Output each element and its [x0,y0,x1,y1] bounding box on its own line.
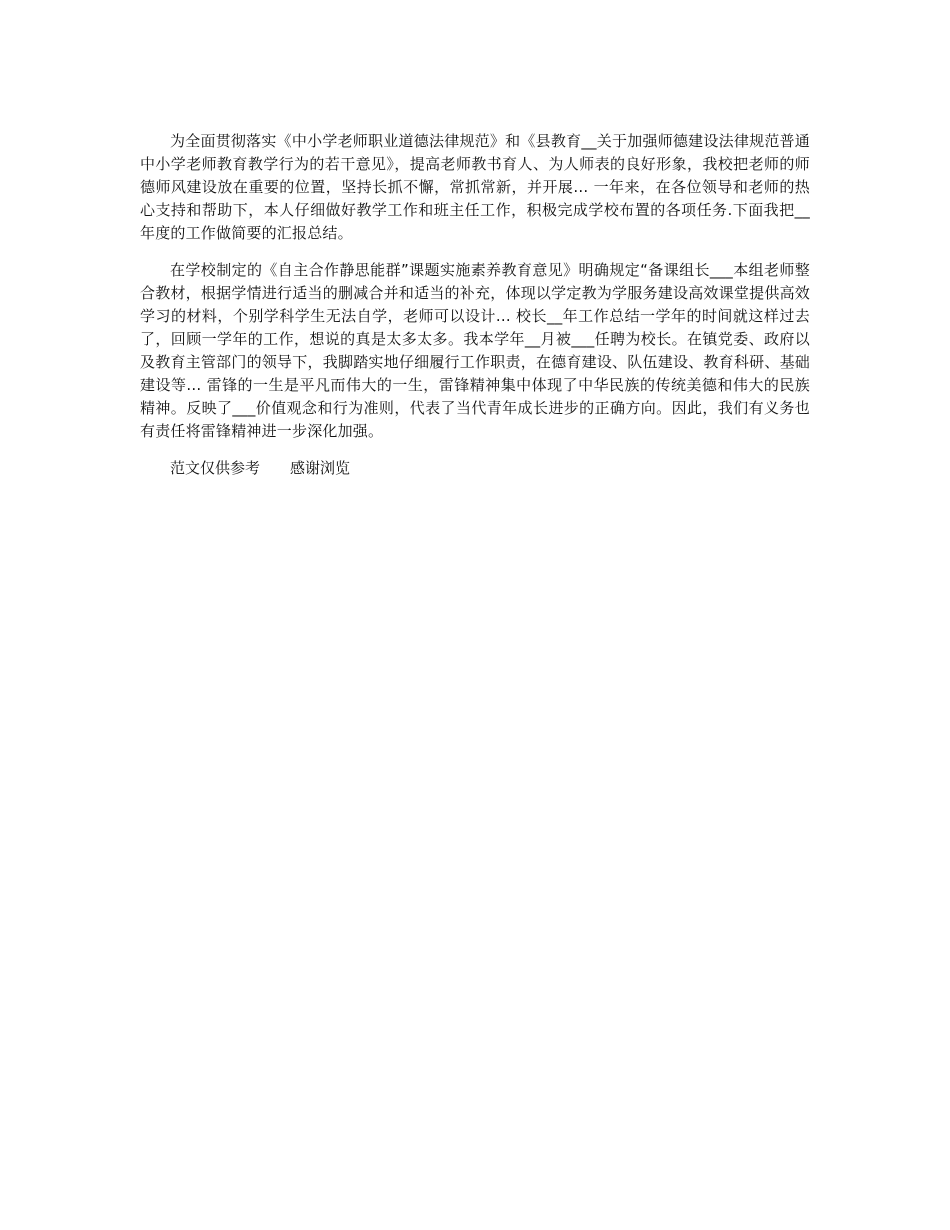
paragraph-body: 在学校制定的《自主合作静思能群”课题实施素养教育意见》明确规定“备课组长___本组老师整合教材，根据学情进行适当的删减合并和适当的补充，体现以学定教为学服务建设高效课堂提供高效学习的材料，个别学科学生无法自学，老师可以设计... 校长__年工作总结一学年的时间就这样过去了，回顾一学年的工作，想说的真是太多太多。我本学年__月被___任聘为校长。在镇党委、政府以及教育主管部门的领导下，我脚踏实地仔细履行工作职责，在德育建设、队伍建设、教育科研、基础建设等... 雷锋的一生是平凡而伟大的一生，雷锋精神集中体现了中华民族的传统美德和伟大的民族精神。反映了___价值观念和行为准则，代表了当代青年成长进步的正确方向。因此，我们有义务也有责任将雷锋精神进一步深化加强。 [140,261,810,440]
document-page [140,130,810,480]
footer-line [140,457,810,480]
footer-thanks: 感谢浏览 [290,459,351,477]
paragraph-intro: 为全面贯彻落实《中小学老师职业道德法律规范》和《县教育__关于加强师德建设法律规范普通中小学老师教育教学行为的若干意见》，提高老师教书育人、为人师表的良好形象，我校把老师的师德师风建设放在重要的位置，坚持长抓不懈，常抓常新，并开展... 一年来，在各位领导和老师的热心支持和帮助下，本人仔细做好教学工作和班主任工作，积极完成学校布置的各项任务.下面我把__年度的工作做简要的汇报总结。 [140,132,810,242]
footer-note: 范文仅供参考 [170,459,261,477]
